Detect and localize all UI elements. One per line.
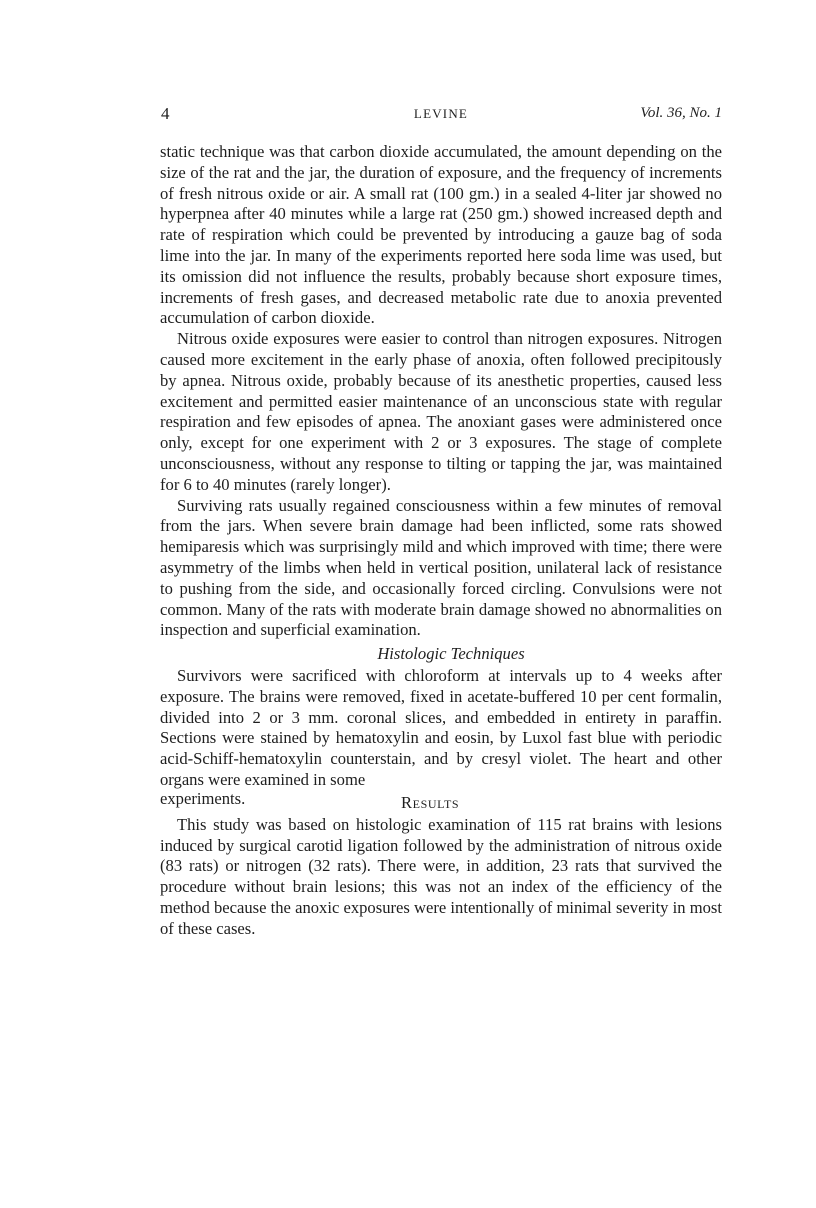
paragraph-nitrous-oxide: Nitrous oxide exposures were easier to control than nitrogen exposures. Nitrogen caused more excitement in the early phase of anoxia, often followed precipitously by apnea. Nitrous oxide, probably because of its anesthetic properties, caused less excitement and permitted easier maintenance of an unconscious state with regular respiration and few episodes of apnea. The anoxiant gases were administered once only, except for one experiment with 2 or 3 exposures. The stage of complete unconsciousness, without any response to tilting or tapping the jar, was maintained for 6 to 40 minutes (rarely longer). [160, 329, 722, 494]
paragraph-static-technique: static technique was that carbon dioxide accumulated, the amount depending on the size of the rat and the jar, the duration of exposure, and the frequency of increments of fresh nitrous oxide or air. A small rat (100 gm.) in a sealed 4-liter jar showed no hyperpnea after 40 minutes while a large rat (250 gm.) showed increased depth and rate of respiration which could be prevented by introducing a gauze bag of soda lime into the jar. In many of the experiments reported here soda lime was used, but its omission did not influence the results, probably because short exposure times, increments of fresh gases, and decreased metabolic rate due to anoxia prevented accumulation of carbon dioxide. [160, 142, 722, 328]
section-heading-histologic-techniques: Histologic Techniques [377, 644, 525, 664]
volume-info: Vol. 36, No. 1 [640, 105, 722, 121]
journal-page [160, 104, 722, 939]
section-heading-results: Results [401, 792, 460, 812]
results-heading-row [160, 788, 722, 813]
paragraph-surviving-rats: Surviving rats usually regained consciousness within a few minutes of removal from the jars. When severe brain damage had been inflicted, some rats showed hemiparesis which was surprisingly mild and which improved with time; there were asymmetry of the limbs when held in vertical position, unilateral lack of resistance to pushing from the side, and occasionally forced circling. Convulsions were not common. Many of the rats with moderate brain damage showed no abnormalities on inspection and superficial examination. [160, 495, 722, 640]
page-number: 4 [161, 104, 170, 123]
paragraph-results: This study was based on histologic examination of 115 rat brains with lesions induced by surgical carotid ligation followed by the administration of nitrous oxide (83 rats) or nitrogen (32 rats). There were, in addition, 23 rats that survived the procedure without brain lesions; this was not an index of the efficiency of the method because the anoxic exposures were intentionally of minimal severity in most of these cases. [160, 814, 722, 938]
paragraph-survivors: Survivors were sacrificed with chloroform at intervals up to 4 weeks after exposure. The brains were removed, fixed in acetate-buffered 10 per cent formalin, divided into 2 or 3 mm. coronal slices, and embedded in entirety in paraffin. Sections were stained by hematoxylin and eosin, by Luxol fast blue with periodic acid-Schiff-hematoxylin counterstain, and by cresyl violet. The heart and other organs were examined in some [160, 665, 722, 789]
running-head-author: LEVINE [413, 106, 469, 121]
paragraph-survivors-last-line: experiments. [160, 788, 246, 808]
running-head [160, 104, 722, 130]
